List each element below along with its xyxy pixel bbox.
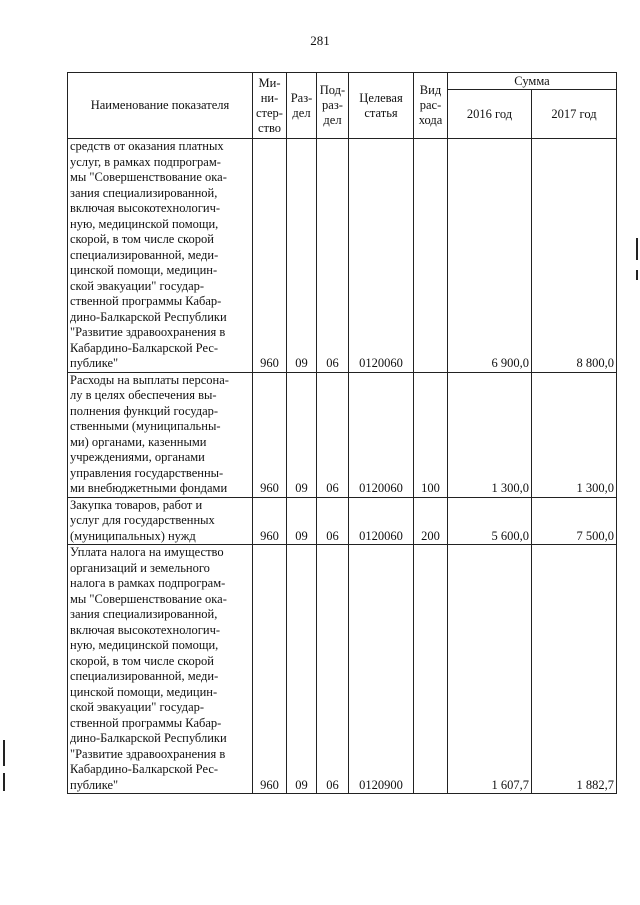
table-header: [68, 73, 617, 139]
row-name: средств от оказания платных услуг, в рамках подпрограм- мы "Совершенствование ока- зания специализированной, включая высокотехнологич- ную, медицинской помощи, скорой, в том числе скорой специализированной, меди- цинской помощи, медицин- ской эвакуации" государ- ственной программы Кабар- дино-Балкарской Республики "Развитие здравоохранения в Кабардино-Балкарской Рес- публике": [68, 139, 253, 373]
cell-year-2016: 1 300,0: [448, 372, 532, 497]
budget-table: [67, 72, 617, 794]
table-row: [68, 372, 617, 497]
header-sum: Сумма: [448, 73, 617, 90]
cell-expense-type: 200: [414, 497, 448, 545]
row-name: Закупка товаров, работ и услуг для государственных (муниципальных) нужд: [68, 497, 253, 545]
cell-section: 09: [287, 497, 317, 545]
table-row: [68, 545, 617, 794]
table-row: [68, 139, 617, 373]
cell-year-2017: 1 300,0: [532, 372, 617, 497]
cell-target: 0120060: [349, 372, 414, 497]
cell-section: 09: [287, 545, 317, 794]
cell-ministry: 960: [253, 372, 287, 497]
cell-section: 09: [287, 372, 317, 497]
header-name: Наименование показателя: [68, 73, 253, 139]
cell-year-2016: 1 607,7: [448, 545, 532, 794]
cell-target: 0120060: [349, 497, 414, 545]
row-name: Уплата налога на имущество организаций и земельного налога в рамках подпрограм- мы "Совершенствование ока- зания специализированной, включая высокотехнологич- ную, медицинской помощи, скорой, в том числе скорой специализированной, меди- цинской помощи, медицин- ской эвакуации" государ- ственной программы Кабар- дино-Балкарской Республики "Развитие здравоохранения в Кабардино-Балкарской Рес- публике": [68, 545, 253, 794]
scan-mark-left: [3, 773, 5, 791]
cell-subsection: 06: [317, 497, 349, 545]
table-row: [68, 497, 617, 545]
header-target: Целевая статья: [349, 73, 414, 139]
cell-year-2017: 7 500,0: [532, 497, 617, 545]
cell-year-2016: 5 600,0: [448, 497, 532, 545]
scan-mark-right: [636, 270, 638, 280]
cell-subsection: 06: [317, 139, 349, 373]
cell-year-2017: 8 800,0: [532, 139, 617, 373]
cell-target: 0120060: [349, 139, 414, 373]
cell-year-2017: 1 882,7: [532, 545, 617, 794]
header-year-2017: 2017 год: [532, 90, 617, 139]
header-year-2016: 2016 год: [448, 90, 532, 139]
scan-mark-right: [636, 238, 638, 260]
cell-ministry: 960: [253, 545, 287, 794]
header-expense-type: Вид рас- хода: [414, 73, 448, 139]
cell-section: 09: [287, 139, 317, 373]
cell-expense-type: [414, 139, 448, 373]
scan-mark-left: [3, 740, 5, 766]
cell-subsection: 06: [317, 372, 349, 497]
cell-ministry: 960: [253, 139, 287, 373]
cell-expense-type: 100: [414, 372, 448, 497]
page-number: 281: [310, 33, 330, 48]
header-subsection: Под- раз- дел: [317, 73, 349, 139]
cell-target: 0120900: [349, 545, 414, 794]
header-section: Раз- дел: [287, 73, 317, 139]
cell-subsection: 06: [317, 545, 349, 794]
cell-expense-type: [414, 545, 448, 794]
header-ministry: Ми- ни- стер- ство: [253, 73, 287, 139]
cell-ministry: 960: [253, 497, 287, 545]
row-name: Расходы на выплаты персона- лу в целях обеспечения вы- полнения функций государ- ственными (муниципальны- ми) органами, казенными учреждениями, органами управления государственны- ми внебюджетными фондами: [68, 372, 253, 497]
cell-year-2016: 6 900,0: [448, 139, 532, 373]
